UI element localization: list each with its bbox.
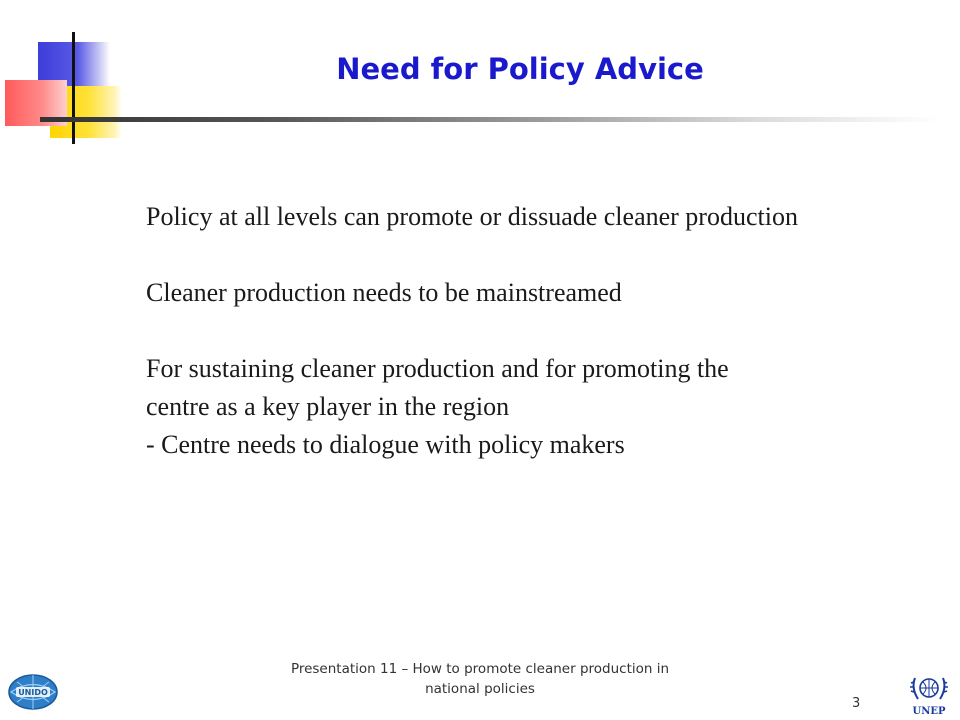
slide-body: [146, 198, 946, 464]
page-number: 3: [852, 696, 861, 711]
paragraph-line: centre as a key player in the region: [146, 392, 510, 421]
slide-title: Need for Policy Advice: [336, 52, 704, 86]
paragraph-sustaining: [146, 350, 946, 464]
paragraph-policy-levels: [146, 198, 946, 236]
footer-line: national policies: [425, 681, 535, 697]
decor-vertical-line: [72, 32, 75, 144]
unido-logo: [7, 673, 59, 711]
unido-globe-icon: [7, 673, 59, 711]
paragraph-mainstreamed: [146, 274, 946, 312]
footer-line: Presentation 11 – How to promote cleaner production in: [290, 661, 670, 677]
paragraph-line: - Centre needs to dialogue with policy makers: [146, 430, 625, 459]
footer-caption: [260, 659, 700, 699]
paragraph-line: Cleaner production needs to be mainstreamed: [146, 278, 622, 307]
unep-laurel-globe-icon: [906, 672, 952, 706]
unep-logo-text: UNEP: [912, 706, 946, 717]
svg-text:UNIDO: UNIDO: [18, 688, 48, 697]
paragraph-line: For sustaining cleaner production and for promoting the: [146, 354, 729, 383]
title-underline: [40, 117, 940, 122]
paragraph-line: Policy at all levels can promote or dissuade cleaner production: [146, 202, 798, 231]
unep-logo: [906, 672, 952, 718]
